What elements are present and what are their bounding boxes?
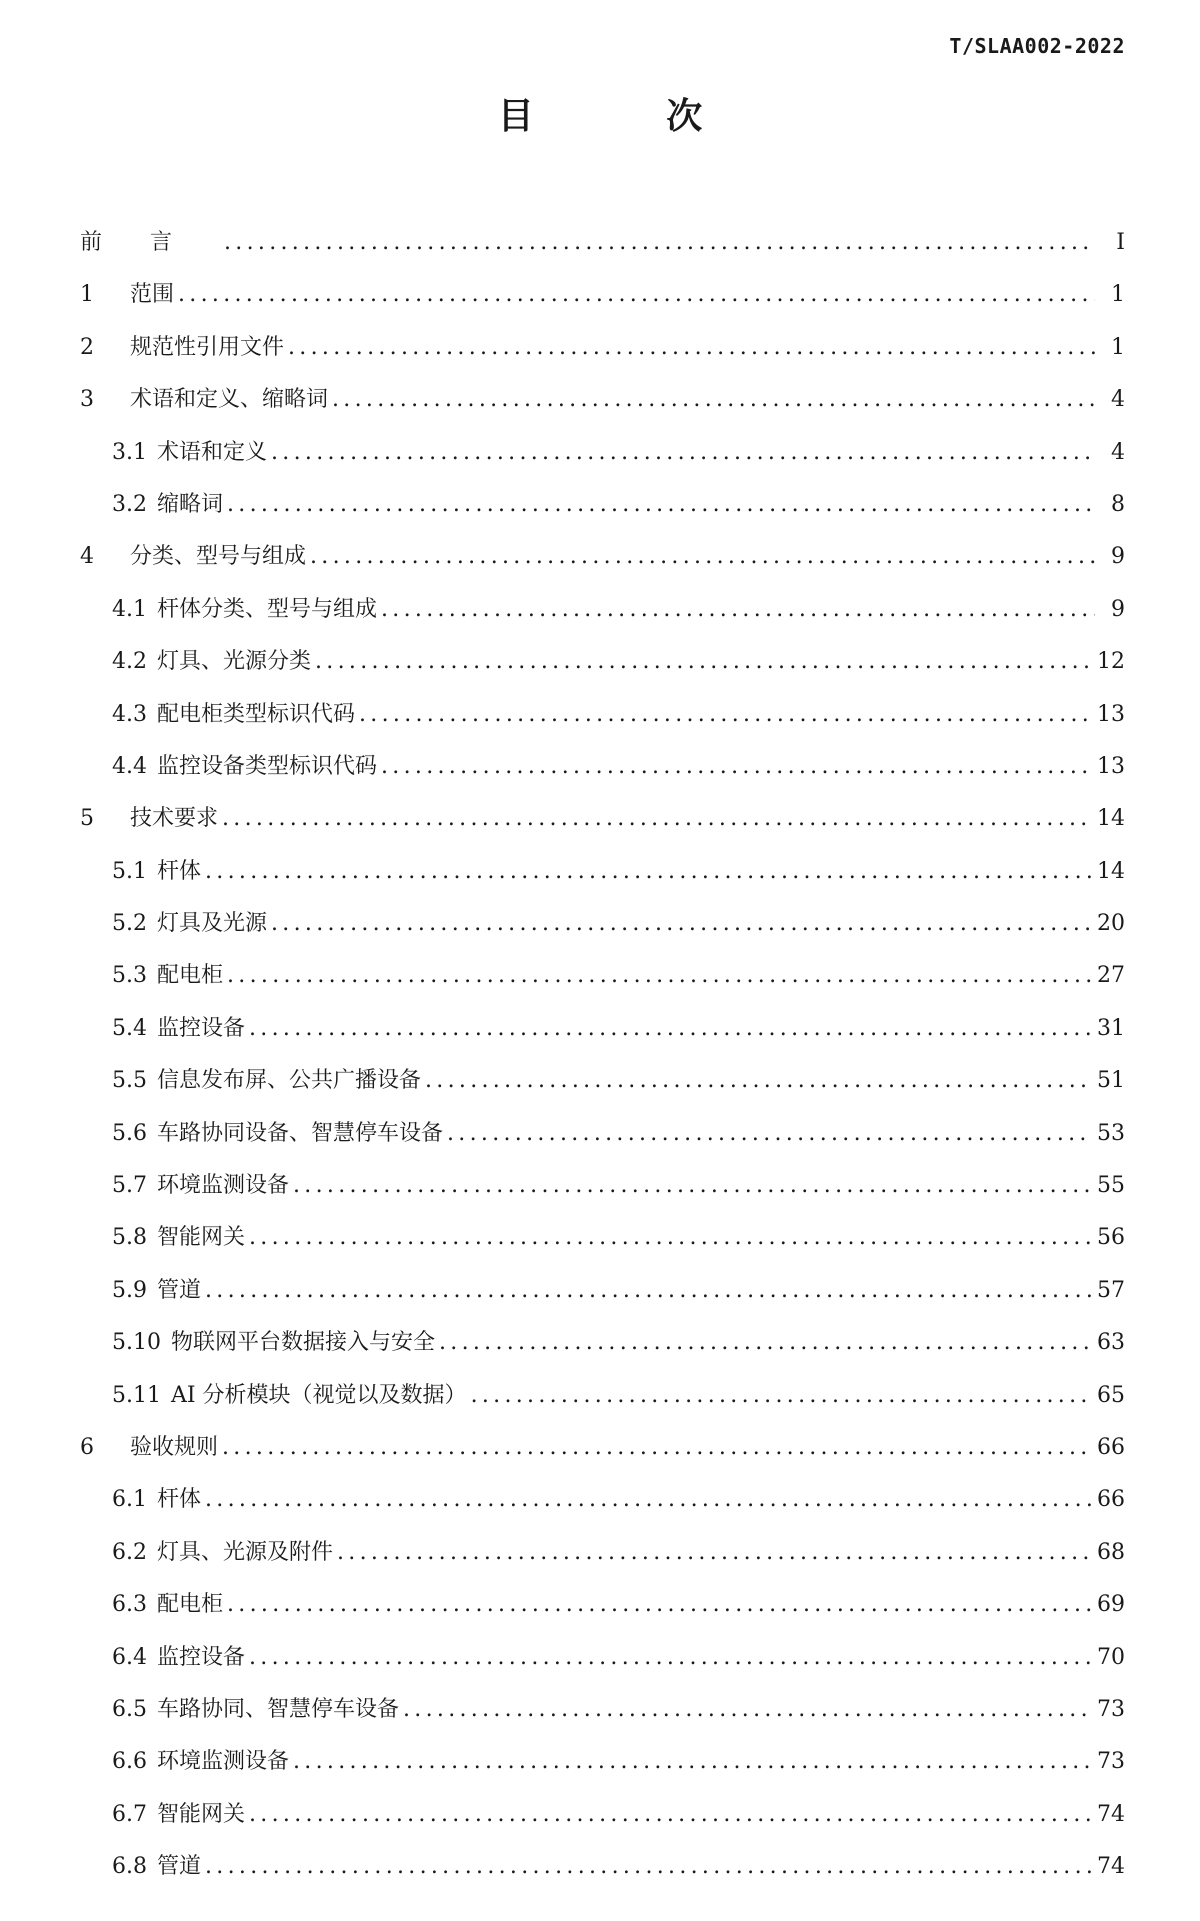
- toc-entry-title: 监控设备: [157, 1644, 246, 1670]
- toc-entry-number: 5.5: [112, 1068, 147, 1094]
- toc-entry[interactable]: [80, 801, 1125, 853]
- toc-entry-page: 31: [1097, 1015, 1125, 1041]
- toc-entry-page: 9: [1111, 596, 1125, 622]
- toc-entry-title: 车路协同、智慧停车设备: [157, 1696, 400, 1722]
- toc-entry-title: 车路协同设备、智慧停车设备: [157, 1120, 444, 1146]
- toc-entry[interactable]: [80, 1168, 1125, 1220]
- toc-entry[interactable]: [80, 382, 1125, 434]
- dot-leader: [227, 1592, 1091, 1617]
- toc-entry[interactable]: [80, 1220, 1125, 1272]
- table-of-contents: [80, 225, 1125, 1902]
- toc-entry-number: 5.3: [112, 963, 147, 989]
- toc-entry-title: 监控设备: [157, 1015, 246, 1041]
- toc-entry-page: 4: [1111, 387, 1125, 413]
- toc-entry-number: 3.1: [112, 439, 147, 465]
- toc-entry[interactable]: [80, 1063, 1125, 1115]
- toc-entry[interactable]: [80, 539, 1125, 591]
- document-code: T/SLAA002-2022: [949, 34, 1125, 58]
- toc-entry-page: 13: [1097, 701, 1125, 727]
- toc-entry-number: 5.11: [112, 1382, 161, 1408]
- toc-entry-title: 管道: [157, 1854, 202, 1880]
- toc-entry-title: 灯具、光源及附件: [157, 1539, 334, 1565]
- page-title: 目 次: [497, 96, 763, 137]
- toc-entry[interactable]: [80, 1378, 1125, 1430]
- toc-entry-title: 灯具及光源: [157, 911, 268, 937]
- toc-entry-title: 物联网平台数据接入与安全: [170, 1330, 435, 1356]
- toc-entry-number: 6.1: [112, 1487, 147, 1513]
- toc-entry-page: 1: [1111, 334, 1125, 360]
- dot-leader: [271, 911, 1091, 936]
- toc-entry[interactable]: [80, 1325, 1125, 1377]
- dot-leader: [337, 1540, 1091, 1565]
- toc-entry-page: 55: [1097, 1173, 1125, 1199]
- toc-entry-page: I: [1116, 230, 1125, 255]
- toc-entry-number: 6.7: [112, 1801, 147, 1827]
- toc-entry-title: 配电柜: [157, 963, 224, 989]
- toc-entry-number: 5.7: [112, 1173, 147, 1199]
- toc-entry-number: 4.4: [112, 753, 147, 779]
- dot-leader: [403, 1697, 1091, 1722]
- toc-entry[interactable]: [80, 592, 1125, 644]
- toc-entry[interactable]: [80, 277, 1125, 329]
- dot-leader: [227, 963, 1091, 988]
- toc-entry[interactable]: [80, 749, 1125, 801]
- toc-entry-number: 4.2: [112, 649, 147, 675]
- toc-entry-title: 规范性引用文件: [130, 334, 285, 360]
- toc-entry[interactable]: [80, 225, 1125, 277]
- toc-entry[interactable]: [80, 330, 1125, 382]
- dot-leader: [222, 1435, 1091, 1460]
- toc-entry-title: 验收规则: [130, 1434, 219, 1460]
- toc-entry-title: 智能网关: [157, 1225, 246, 1251]
- dot-leader: [447, 1121, 1091, 1146]
- toc-entry-title: 信息发布屏、公共广播设备: [157, 1068, 422, 1094]
- toc-entry[interactable]: [80, 958, 1125, 1010]
- toc-entry[interactable]: [80, 1011, 1125, 1063]
- toc-entry-number: 6.6: [112, 1749, 147, 1775]
- toc-entry-page: 69: [1097, 1592, 1125, 1618]
- toc-entry-number: 5.4: [112, 1015, 147, 1041]
- toc-entry-number: 3: [80, 387, 94, 413]
- toc-entry-page: 14: [1097, 858, 1125, 884]
- toc-entry-title: 杆体: [157, 858, 202, 884]
- toc-entry-number: 6.8: [112, 1854, 147, 1880]
- toc-entry-title: 技术要求: [130, 806, 219, 832]
- toc-entry-title: 配电柜: [157, 1592, 224, 1618]
- toc-entry-title: 灯具、光源分类: [157, 649, 312, 675]
- toc-entry-number: 4.3: [112, 701, 147, 727]
- toc-entry-title: 杆体分类、型号与组成: [157, 596, 378, 622]
- toc-entry-number: 4.1: [112, 596, 147, 622]
- toc-entry-number: 3.2: [112, 491, 147, 517]
- dot-leader: [271, 440, 1095, 465]
- toc-entry[interactable]: [80, 1692, 1125, 1744]
- toc-entry-title: 环境监测设备: [157, 1173, 290, 1199]
- toc-entry-page: 51: [1097, 1068, 1125, 1094]
- toc-entry-number: 4: [80, 544, 94, 570]
- dot-leader: [227, 492, 1095, 517]
- toc-entry[interactable]: [80, 644, 1125, 696]
- toc-entry-number: 5.8: [112, 1225, 147, 1251]
- toc-entry-page: 66: [1097, 1434, 1125, 1460]
- toc-entry[interactable]: [80, 1273, 1125, 1325]
- toc-entry-page: 53: [1097, 1120, 1125, 1146]
- dot-leader: [249, 1225, 1091, 1250]
- dot-leader: [224, 230, 1095, 255]
- toc-entry-title: 环境监测设备: [157, 1749, 290, 1775]
- toc-entry[interactable]: [80, 1797, 1125, 1849]
- toc-entry-page: 66: [1097, 1487, 1125, 1513]
- dot-leader: [249, 1016, 1091, 1041]
- toc-entry-page: 65: [1097, 1382, 1125, 1408]
- toc-entry-number: 5.6: [112, 1120, 147, 1146]
- toc-entry[interactable]: [80, 697, 1125, 749]
- dot-leader: [249, 1802, 1091, 1827]
- dot-leader: [205, 1487, 1091, 1512]
- toc-entry-number: 5.2: [112, 911, 147, 937]
- toc-entry-title: 智能网关: [157, 1801, 246, 1827]
- toc-entry-number: 6.3: [112, 1592, 147, 1618]
- dot-leader: [332, 387, 1095, 412]
- dot-leader: [439, 1330, 1091, 1355]
- dot-leader: [425, 1068, 1091, 1093]
- toc-entry-title: 监控设备类型标识代码: [157, 753, 378, 779]
- toc-entry-number: 5.9: [112, 1277, 147, 1303]
- toc-entry-page: 1: [1111, 282, 1125, 308]
- toc-entry-number: 6.4: [112, 1644, 147, 1670]
- toc-entry[interactable]: [80, 1430, 1125, 1482]
- toc-entry-title: AI 分析模块（视觉以及数据）: [170, 1382, 467, 1408]
- toc-entry[interactable]: [80, 1587, 1125, 1639]
- toc-entry-page: 20: [1097, 911, 1125, 937]
- toc-entry-page: 57: [1097, 1277, 1125, 1303]
- dot-leader: [293, 1749, 1091, 1774]
- dot-leader: [381, 754, 1091, 779]
- toc-entry[interactable]: [80, 854, 1125, 906]
- toc-entry[interactable]: [80, 435, 1125, 487]
- dot-leader: [381, 597, 1095, 622]
- toc-entry-title: 管道: [157, 1277, 202, 1303]
- toc-entry-title: 术语和定义: [157, 439, 268, 465]
- toc-entry-number: 6.5: [112, 1696, 147, 1722]
- toc-entry-title: 杆体: [157, 1487, 202, 1513]
- toc-entry-title: 范围: [130, 282, 175, 308]
- dot-leader: [288, 335, 1095, 360]
- toc-entry-title: 配电柜类型标识代码: [157, 701, 356, 727]
- toc-entry-page: 74: [1097, 1801, 1125, 1827]
- dot-leader: [249, 1645, 1091, 1670]
- toc-entry[interactable]: [80, 1640, 1125, 1692]
- dot-leader: [471, 1383, 1091, 1408]
- toc-entry-page: 13: [1097, 753, 1125, 779]
- toc-entry[interactable]: [80, 1116, 1125, 1168]
- toc-entry-page: 4: [1111, 439, 1125, 465]
- dot-leader: [205, 859, 1091, 884]
- toc-entry-page: 70: [1097, 1644, 1125, 1670]
- dot-leader: [205, 1278, 1091, 1303]
- toc-entry[interactable]: [80, 1849, 1125, 1901]
- toc-entry-page: 63: [1097, 1330, 1125, 1356]
- toc-entry-page: 14: [1097, 806, 1125, 832]
- toc-entry-page: 9: [1111, 544, 1125, 570]
- toc-entry-page: 73: [1097, 1696, 1125, 1722]
- toc-entry-title: 术语和定义、缩略词: [130, 387, 329, 413]
- toc-entry-page: 74: [1097, 1854, 1125, 1880]
- dot-leader: [222, 806, 1091, 831]
- toc-entry[interactable]: [80, 1744, 1125, 1796]
- toc-entry-page: 12: [1097, 649, 1125, 675]
- toc-entry-number: 6: [80, 1434, 94, 1460]
- toc-entry-number: 1: [80, 282, 94, 308]
- dot-leader: [178, 282, 1095, 307]
- toc-entry[interactable]: [80, 906, 1125, 958]
- dot-leader: [293, 1173, 1091, 1198]
- dot-leader: [205, 1854, 1091, 1879]
- toc-entry-number: 6.2: [112, 1539, 147, 1565]
- toc-entry-number: 5.1: [112, 858, 147, 884]
- toc-entry[interactable]: [80, 487, 1125, 539]
- toc-entry-page: 56: [1097, 1225, 1125, 1251]
- toc-entry-title: 分类、型号与组成: [130, 544, 307, 570]
- toc-entry[interactable]: [80, 1535, 1125, 1587]
- toc-entry-page: 68: [1097, 1539, 1125, 1565]
- toc-entry-page: 73: [1097, 1749, 1125, 1775]
- toc-entry-page: 8: [1111, 491, 1125, 517]
- toc-entry-number: 5: [80, 806, 94, 832]
- toc-entry-number: 2: [80, 334, 94, 360]
- toc-entry-number: 5.10: [112, 1330, 161, 1356]
- dot-leader: [359, 702, 1091, 727]
- toc-entry[interactable]: [80, 1482, 1125, 1534]
- toc-entry-title: 缩略词: [157, 491, 224, 517]
- dot-leader: [310, 544, 1095, 569]
- dot-leader: [315, 649, 1091, 674]
- toc-entry-title: 前言: [80, 230, 221, 255]
- toc-entry-page: 27: [1097, 963, 1125, 989]
